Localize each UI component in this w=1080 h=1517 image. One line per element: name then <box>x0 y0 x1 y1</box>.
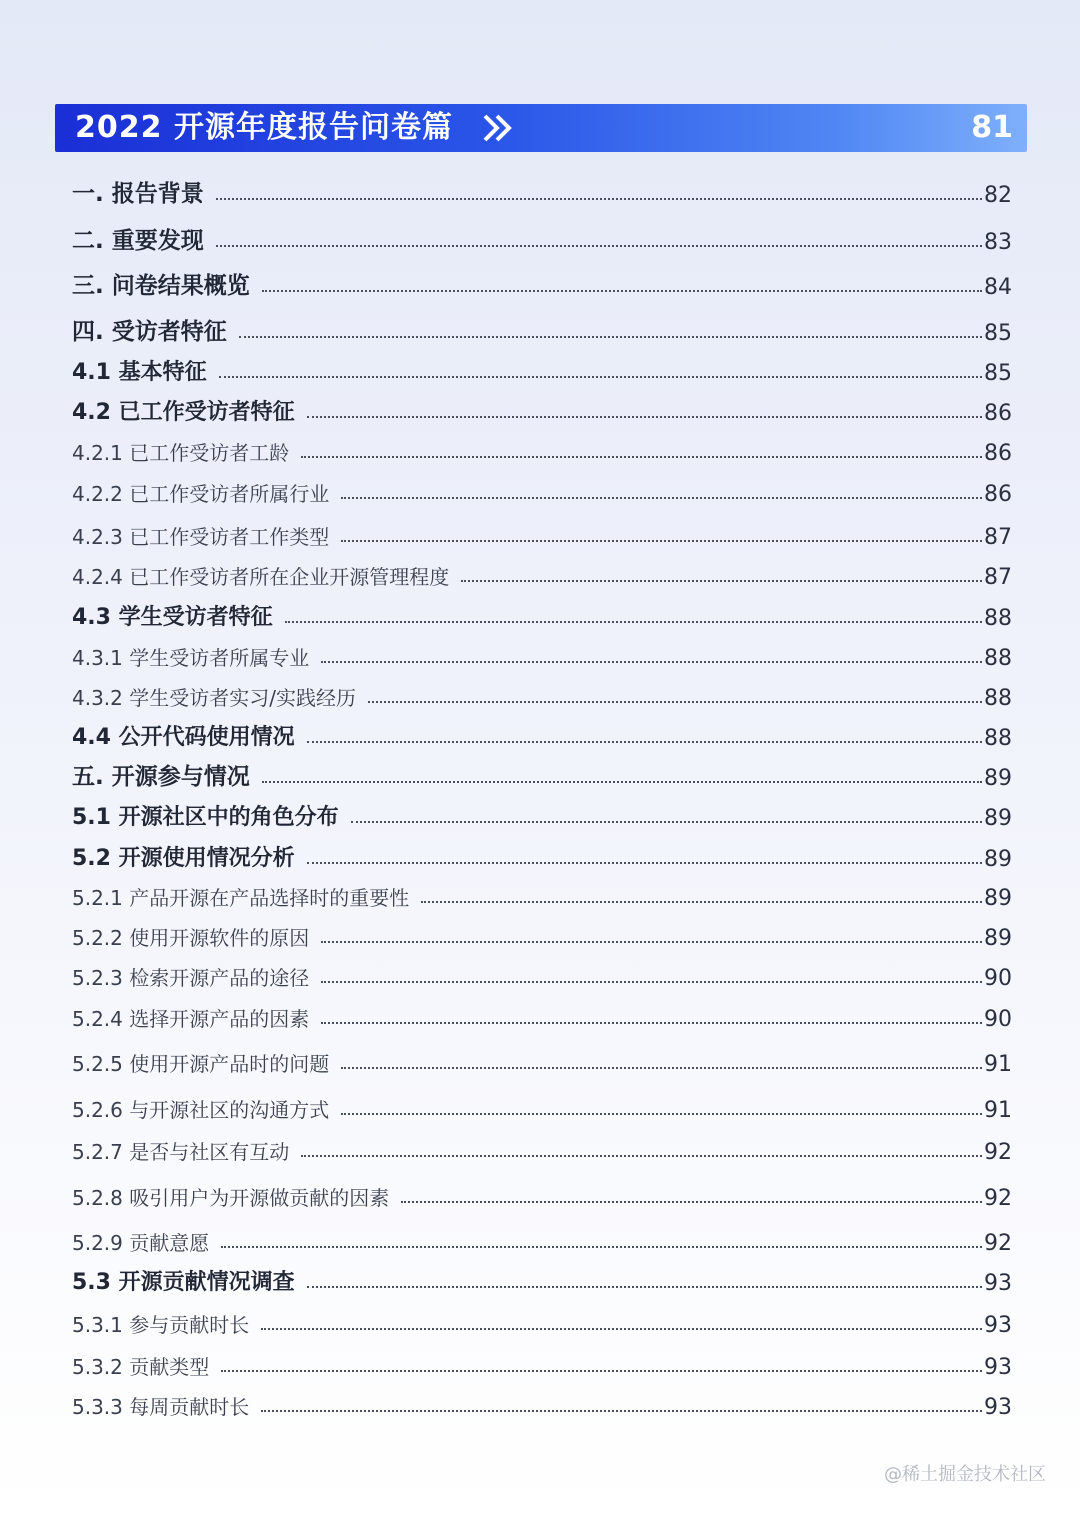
toc-entry-label: 五. 开源参与情况 <box>72 764 250 790</box>
toc-entry-label: 5.2.1 产品开源在产品选择时的重要性 <box>72 886 410 910</box>
toc-dot-leader <box>307 1286 982 1288</box>
toc-dot-leader <box>341 497 982 499</box>
toc-entry[interactable] <box>72 1304 1012 1338</box>
toc-entry-page: 92 <box>984 1231 1012 1256</box>
toc-entry-page: 85 <box>984 361 1012 386</box>
toc-entry-label: 5.3.2 贡献类型 <box>72 1355 210 1379</box>
toc-entry-label: 5.1 开源社区中的角色分布 <box>72 805 339 830</box>
toc-entry-page: 86 <box>984 482 1012 507</box>
toc-entry[interactable] <box>72 1386 1012 1420</box>
toc-entry-page: 83 <box>984 230 1012 255</box>
toc-entry-page: 85 <box>984 321 1012 346</box>
toc-dot-leader <box>262 781 982 783</box>
toc-entry-page: 89 <box>984 766 1012 791</box>
toc-entry[interactable] <box>72 637 1012 671</box>
toc-entry-page: 93 <box>984 1271 1012 1296</box>
toc-entry-page: 89 <box>984 926 1012 951</box>
toc-entry[interactable] <box>72 556 1012 590</box>
toc-entry-label: 5.2.3 检索开源产品的途径 <box>72 966 310 990</box>
toc-entry-page: 93 <box>984 1355 1012 1380</box>
toc-entry-label: 5.2.6 与开源社区的沟通方式 <box>72 1098 330 1122</box>
toc-dot-leader <box>321 981 982 983</box>
toc-entry[interactable] <box>72 597 1012 631</box>
toc-dot-leader <box>301 1155 982 1157</box>
toc-entry-label: 5.2.4 选择开源产品的因素 <box>72 1007 310 1031</box>
toc-dot-leader <box>216 198 982 200</box>
toc-entry[interactable] <box>72 1043 1012 1077</box>
toc-entry[interactable] <box>72 516 1012 550</box>
toc-entry-label: 二. 重要发现 <box>72 228 204 254</box>
toc-entry[interactable] <box>72 221 1012 255</box>
toc-entry-page: 91 <box>984 1052 1012 1077</box>
watermark: @稀土掘金技术社区 <box>884 1464 1046 1485</box>
toc-entry[interactable] <box>72 957 1012 991</box>
toc-dot-leader <box>307 416 982 418</box>
toc-entry-page: 87 <box>984 565 1012 590</box>
toc-dot-leader <box>307 862 982 864</box>
toc-dot-leader <box>321 661 982 663</box>
toc-entry-page: 91 <box>984 1098 1012 1123</box>
toc-entry-page: 88 <box>984 646 1012 671</box>
toc-dot-leader <box>341 1113 982 1115</box>
double-chevron-right-icon <box>481 112 517 144</box>
toc-entry-page: 84 <box>984 275 1012 300</box>
toc-dot-leader <box>262 290 982 292</box>
toc-entry[interactable] <box>72 797 1012 831</box>
toc-entry-label: 三. 问卷结果概览 <box>72 273 250 299</box>
toc-entry-page: 88 <box>984 726 1012 751</box>
toc-entry-label: 4.2.1 已工作受访者工龄 <box>72 441 290 465</box>
toc-entry-label: 4.2.4 已工作受访者所在企业开源管理程度 <box>72 565 450 589</box>
toc-entry-label: 5.2.7 是否与社区有互动 <box>72 1140 290 1164</box>
toc-entry-label: 5.2.2 使用开源软件的原因 <box>72 926 310 950</box>
toc-entry[interactable] <box>72 1177 1012 1211</box>
toc-entry-page: 87 <box>984 525 1012 550</box>
page-number: 81 <box>971 110 1013 145</box>
toc-entry-label: 5.3 开源贡献情况调查 <box>72 1270 295 1295</box>
toc-entry-page: 90 <box>984 1007 1012 1032</box>
toc-dot-leader <box>307 741 982 743</box>
toc-entry-page: 89 <box>984 886 1012 911</box>
toc-entry-label: 4.2 已工作受访者特征 <box>72 400 295 425</box>
toc-entry-label: 5.3.1 参与贡献时长 <box>72 1313 250 1337</box>
toc-dot-leader <box>351 821 982 823</box>
toc-entry-label: 4.3 学生受访者特征 <box>72 605 273 630</box>
toc-entry[interactable] <box>72 352 1012 386</box>
section-title: 2022 开源年度报告问卷篇 <box>75 110 453 145</box>
toc-entry[interactable] <box>72 266 1012 300</box>
toc-entry-label: 5.3.3 每周贡献时长 <box>72 1395 250 1419</box>
toc-entry[interactable] <box>72 757 1012 791</box>
toc-entry[interactable] <box>72 1089 1012 1123</box>
toc-entry-page: 82 <box>984 183 1012 208</box>
toc-entry[interactable] <box>72 1346 1012 1380</box>
toc-dot-leader <box>219 376 982 378</box>
toc-dot-leader <box>221 1246 982 1248</box>
toc-dot-leader <box>216 245 982 247</box>
toc-entry-label: 4.1 基本特征 <box>72 360 207 385</box>
toc-entry[interactable] <box>72 838 1012 872</box>
toc-entry-page: 89 <box>984 806 1012 831</box>
toc-entry-label: 5.2.9 贡献意愿 <box>72 1231 210 1255</box>
toc-entry[interactable] <box>72 392 1012 426</box>
toc-entry[interactable] <box>72 877 1012 911</box>
toc-entry-label: 4.3.2 学生受访者实习/实践经历 <box>72 686 356 710</box>
toc-dot-leader <box>221 1370 982 1372</box>
toc-dot-leader <box>421 901 982 903</box>
section-header-banner <box>55 104 1027 152</box>
toc-entry-label: 4.3.1 学生受访者所属专业 <box>72 646 310 670</box>
toc-entry-label: 5.2.5 使用开源产品时的问题 <box>72 1052 330 1076</box>
toc-entry[interactable] <box>72 1222 1012 1256</box>
toc-entry-page: 93 <box>984 1313 1012 1338</box>
toc-entry-label: 4.2.2 已工作受访者所属行业 <box>72 482 330 506</box>
toc-entry-page: 92 <box>984 1186 1012 1211</box>
toc-entry[interactable] <box>72 174 1012 208</box>
toc-entry[interactable] <box>72 917 1012 951</box>
toc-entry[interactable] <box>72 1131 1012 1165</box>
toc-entry[interactable] <box>72 312 1012 346</box>
toc-entry-page: 88 <box>984 606 1012 631</box>
toc-entry-label: 一. 报告背景 <box>72 181 204 207</box>
toc-dot-leader <box>285 621 982 623</box>
toc-entry-page: 93 <box>984 1395 1012 1420</box>
toc-entry[interactable] <box>72 1262 1012 1296</box>
toc-dot-leader <box>321 941 982 943</box>
toc-entry[interactable] <box>72 677 1012 711</box>
toc-dot-leader <box>341 540 982 542</box>
toc-entry-label: 4.4 公开代码使用情况 <box>72 725 295 750</box>
toc-entry-label: 4.2.3 已工作受访者工作类型 <box>72 525 330 549</box>
toc-entry[interactable] <box>72 998 1012 1032</box>
toc-dot-leader <box>261 1410 982 1412</box>
toc-dot-leader <box>301 456 982 458</box>
toc-entry-page: 90 <box>984 966 1012 991</box>
toc-dot-leader <box>341 1067 982 1069</box>
toc-entry[interactable] <box>72 432 1012 466</box>
toc-entry[interactable] <box>72 473 1012 507</box>
toc-entry-label: 5.2.8 吸引用户为开源做贡献的因素 <box>72 1186 390 1210</box>
toc-dot-leader <box>261 1328 982 1330</box>
toc-dot-leader <box>461 580 982 582</box>
toc-dot-leader <box>401 1201 982 1203</box>
toc-entry-label: 5.2 开源使用情况分析 <box>72 846 295 871</box>
toc-entry-label: 四. 受访者特征 <box>72 319 227 345</box>
toc-dot-leader <box>239 336 982 338</box>
toc-entry-page: 86 <box>984 441 1012 466</box>
toc-dot-leader <box>321 1022 982 1024</box>
toc-dot-leader <box>368 701 982 703</box>
toc-entry-page: 89 <box>984 847 1012 872</box>
toc-entry-page: 86 <box>984 401 1012 426</box>
toc-entry[interactable] <box>72 717 1012 751</box>
toc-entry-page: 92 <box>984 1140 1012 1165</box>
toc-entry-page: 88 <box>984 686 1012 711</box>
